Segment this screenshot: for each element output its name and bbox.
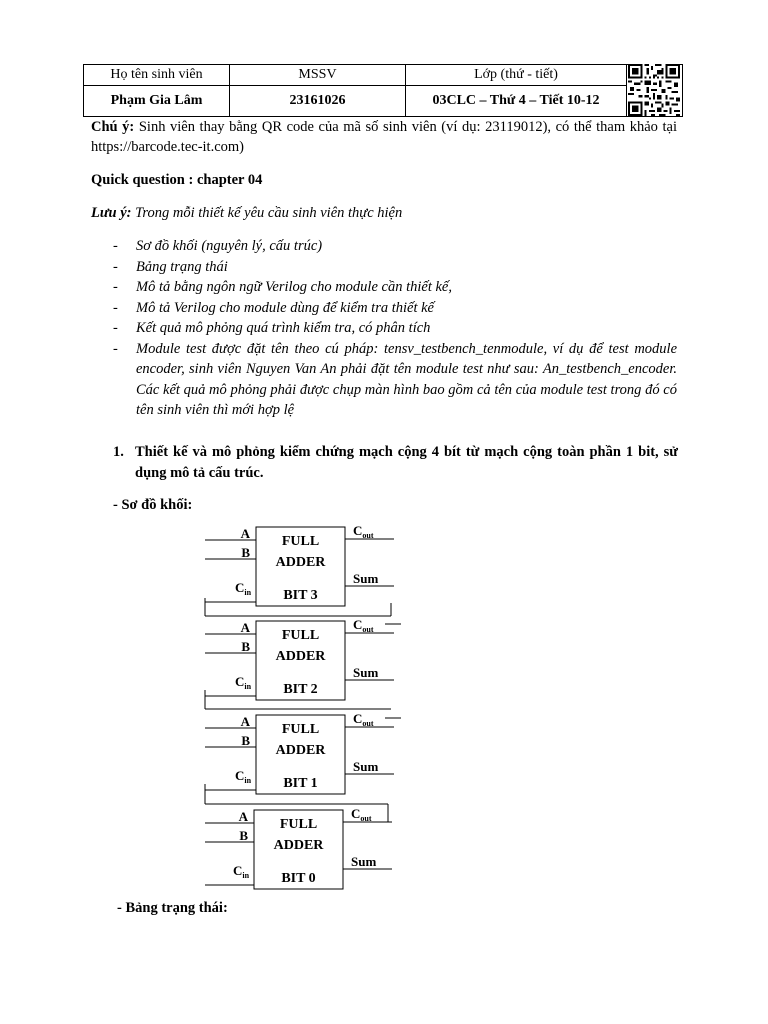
- box-label-bit: BIT 1: [283, 776, 318, 791]
- bullet-dash: -: [113, 258, 118, 275]
- box-label-full: FULL: [281, 628, 320, 643]
- sum-label: Sum: [353, 571, 379, 586]
- cout-label: $C_{out}$: [351, 806, 372, 823]
- input-a-label: A: [240, 714, 250, 729]
- sum-label: Sum: [351, 854, 377, 869]
- cout-label: $C_{out}$: [353, 523, 374, 540]
- cout-label: $C_{out}$: [353, 617, 374, 634]
- box-label-full: FULL: [279, 817, 318, 832]
- block-diagram-heading: - Sơ đồ khối:: [113, 497, 193, 513]
- list-item-text: Bảng trạng thái: [136, 258, 228, 275]
- note-text: Sinh viên thay bằng QR code của mã số sinh viên (ví dụ: 23119012), có thể tham khảo tại https://barcode.tec-it.com): [91, 119, 677, 155]
- id-column-header: MSSV: [230, 65, 406, 86]
- bullet-dash: -: [113, 320, 118, 336]
- list-item-text: Sơ đồ khối (nguyên lý, cấu trúc): [136, 238, 323, 254]
- sum-label: Sum: [353, 665, 379, 680]
- bullet-dash: -: [113, 340, 118, 357]
- list-item-text: Mô tả bằng ngôn ngữ Verilog cho module cần thiết kế,: [136, 279, 452, 295]
- box-label-adder: ADDER: [275, 649, 326, 664]
- bullet-dash: -: [113, 299, 118, 316]
- name-column-header: Họ tên sinh viên: [84, 65, 230, 86]
- box-label-adder: ADDER: [275, 555, 326, 570]
- class-info: 03CLC – Thứ 4 – Tiết 10-12: [406, 86, 627, 117]
- sum-label: Sum: [353, 759, 379, 774]
- box-label-adder: ADDER: [275, 743, 326, 758]
- list-item-text: Mô tả Verilog cho module dùng để kiểm tra thiết kế: [136, 299, 434, 316]
- student-name: Phạm Gia Lâm: [84, 86, 230, 117]
- bullet-dash: -: [113, 279, 118, 295]
- box-label-bit: BIT 2: [283, 682, 318, 697]
- input-b-label: B: [239, 828, 248, 843]
- input-b-label: B: [241, 545, 250, 560]
- requirement-label: Lưu ý:: [91, 205, 132, 221]
- bullet-dash: -: [113, 238, 118, 254]
- question-text: Thiết kế và mô phỏng kiểm chứng mạch cộng 4 bít từ mạch cộng toàn phần 1 bit, sử dụng mô tả cấu trúc.: [135, 444, 678, 481]
- box-label-adder: ADDER: [273, 838, 324, 853]
- input-a-label: A: [240, 526, 250, 541]
- state-table-heading: - Bảng trạng thái:: [117, 900, 228, 916]
- input-cin-label: $C_{in}$: [233, 863, 250, 880]
- input-b-label: B: [241, 733, 250, 748]
- list-item-text: Kết quả mô phỏng quá trình kiểm tra, có phân tích: [136, 320, 431, 336]
- input-cin-label: $C_{in}$: [235, 768, 252, 785]
- box-label-bit: BIT 0: [281, 871, 316, 886]
- box-label-bit: BIT 3: [283, 588, 318, 603]
- input-cin-label: $C_{in}$: [235, 580, 252, 597]
- question-number: 1.: [113, 444, 124, 460]
- cout-label: $C_{out}$: [353, 711, 374, 728]
- input-cin-label: $C_{in}$: [235, 674, 252, 691]
- input-a-label: A: [238, 809, 248, 824]
- list-item-text: Module test được đặt tên theo cú pháp: tensv_testbench_tenmodule, ví dụ để test module encoder, sinh viên Nguyen Van An phải đặt tên module test như sau: An_testbench_encoder. Các kết quả mô phỏng phải được chụp màn hình bao gồm cả tên của module test trong đó có tên sinh viên thì mới hợp lệ: [136, 340, 677, 418]
- input-a-label: A: [240, 620, 250, 635]
- class-column-header: Lớp (thứ - tiết): [406, 65, 627, 86]
- quick-question-heading: Quick question : chapter 04: [91, 172, 263, 188]
- input-b-label: B: [241, 639, 250, 654]
- student-id: 23161026: [230, 86, 406, 117]
- box-label-full: FULL: [281, 534, 320, 549]
- note-label: Chú ý:: [91, 119, 135, 135]
- requirement-text: Trong mỗi thiết kế yêu cầu sinh viên thực hiện: [131, 205, 403, 221]
- box-label-full: FULL: [281, 722, 320, 737]
